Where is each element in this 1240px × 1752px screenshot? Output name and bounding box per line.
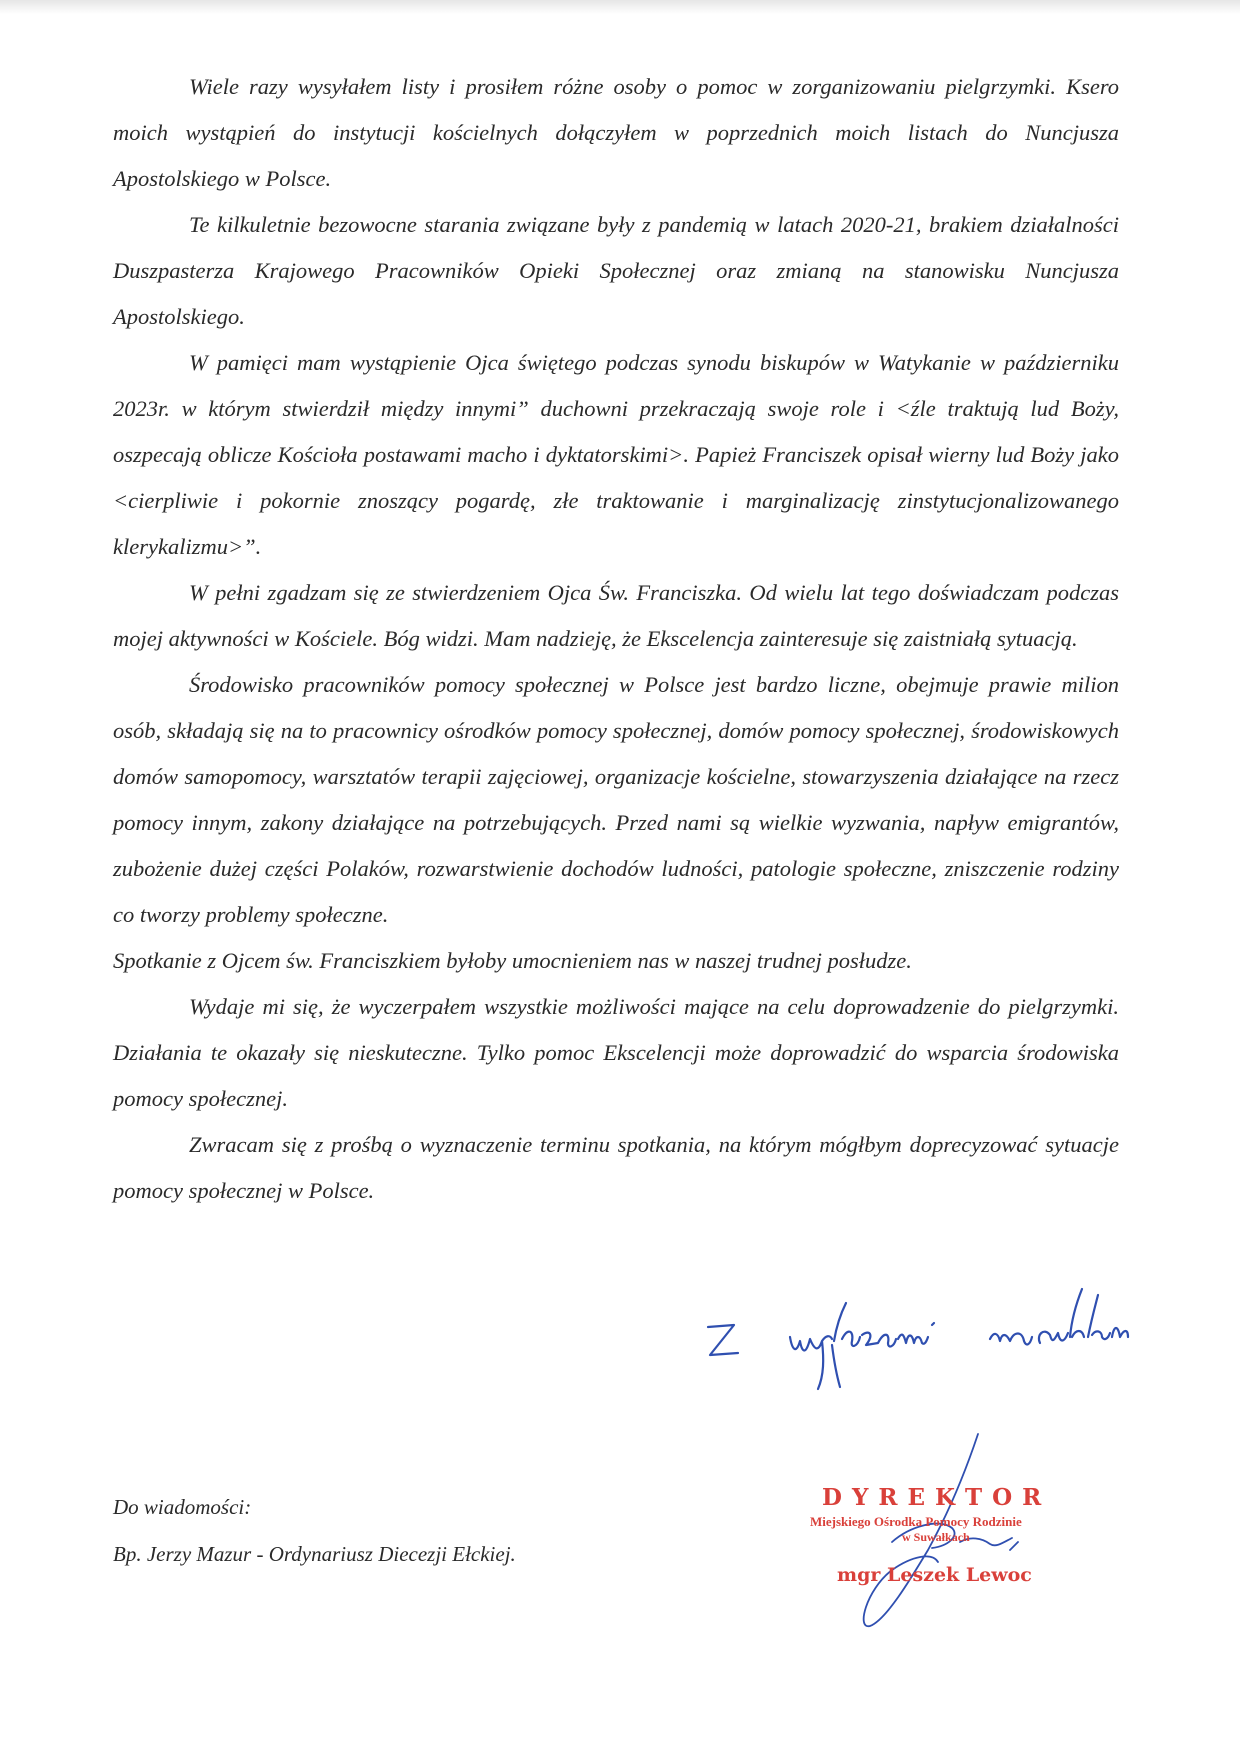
scan-top-edge: [0, 0, 1240, 14]
paragraph-7: Wydaje mi się, że wyczerpałem wszystkie możliwości mające na celu doprowadzenie do pielgrzymki. Działania te okazały się nieskuteczne. Tylko pomoc Ekscelencji może doprowadzić do wsparcia środowiska pomocy społecznej.: [113, 994, 1119, 1111]
paragraph-4: W pełni zgadzam się ze stwierdzeniem Ojca Św. Franciszka. Od wielu lat tego doświadczam podczas mojej aktywności w Kościele. Bóg widzi. Mam nadzieję, że Ekscelencja zainteresuje się zaistniałą sytuacją.: [113, 580, 1119, 651]
paragraph-2: Te kilkuletnie bezowocne starania związane były z pandemią w latach 2020-21, brakiem działalności Duszpasterza Krajowego Pracowników Opieki Społecznej oraz zmianą na stanowisku Nuncjusza Apostolskiego.: [113, 212, 1119, 329]
paragraph-1: Wiele razy wysyłałem listy i prosiłem różne osoby o pomoc w zorganizowaniu pielgrzymki. Ksero moich wystąpień do instytucji kościelnych dołączyłem w poprzednich moich listach do Nuncjusza Apostolskiego w Polsce.: [113, 74, 1119, 191]
cc-recipient: Bp. Jerzy Mazur - Ordynariusz Diecezji Ełckiej.: [113, 1542, 516, 1566]
handwritten-closing: [700, 1275, 1180, 1425]
paragraph-8: Zwracam się z prośbą o wyznaczenie terminu spotkania, na którym mógłbym doprecyzować sytuacje pomocy społecznej w Polsce.: [113, 1132, 1119, 1203]
stamp-name: mgr Leszek Lewoc: [837, 1564, 1032, 1586]
letter-body: [113, 64, 1119, 1214]
cc-heading: Do wiadomości:: [113, 1495, 252, 1519]
stamp-place: w Suwałkach: [902, 1530, 970, 1544]
paragraph-5: Środowisko pracowników pomocy społecznej w Polsce jest bardzo liczne, obejmuje prawie milion osób, składają się na to pracownicy ośrodków pomocy społecznej, domów pomocy społecznej, środowiskowych domów samopomocy, warsztatów terapii zajęciowej, organizacje kościelne, stowarzyszenia działające na rzecz pomocy innym, zakony działające na potrzebujących. Przed nami są wielkie wyzwania, napływ emigrantów, zubożenie dużej części Polaków, rozwarstwienie dochodów ludności, patologie społeczne, zniszczenie rodziny co tworzy problemy społeczne.: [113, 672, 1119, 927]
paragraph-6: Spotkanie z Ojcem św. Franciszkiem byłoby umocnieniem nas w naszej trudnej posłudze.: [113, 948, 912, 973]
cc-block: [113, 1484, 813, 1578]
director-stamp: [800, 1472, 1080, 1612]
stamp-institution: Miejskiego Ośrodka Pomocy Rodzinie: [810, 1514, 1022, 1529]
paragraph-3: W pamięci mam wystąpienie Ojca świętego podczas synodu biskupów w Watykanie w październiku 2023r. w którym stwierdził między innymi” duchowni przekraczają swoje role i <źle traktują lud Boży, oszpecają oblicze Kościoła postawami macho i dyktatorskimi>. Papież Franciszek opisał wierny lud Boży jako <cierpliwie i pokornie znoszący pogardę, złe traktowanie i marginalizację zinstytucjonalizowanego klerykalizmu>”.: [113, 350, 1119, 559]
stamp-title: DYREKTOR: [822, 1484, 1052, 1511]
